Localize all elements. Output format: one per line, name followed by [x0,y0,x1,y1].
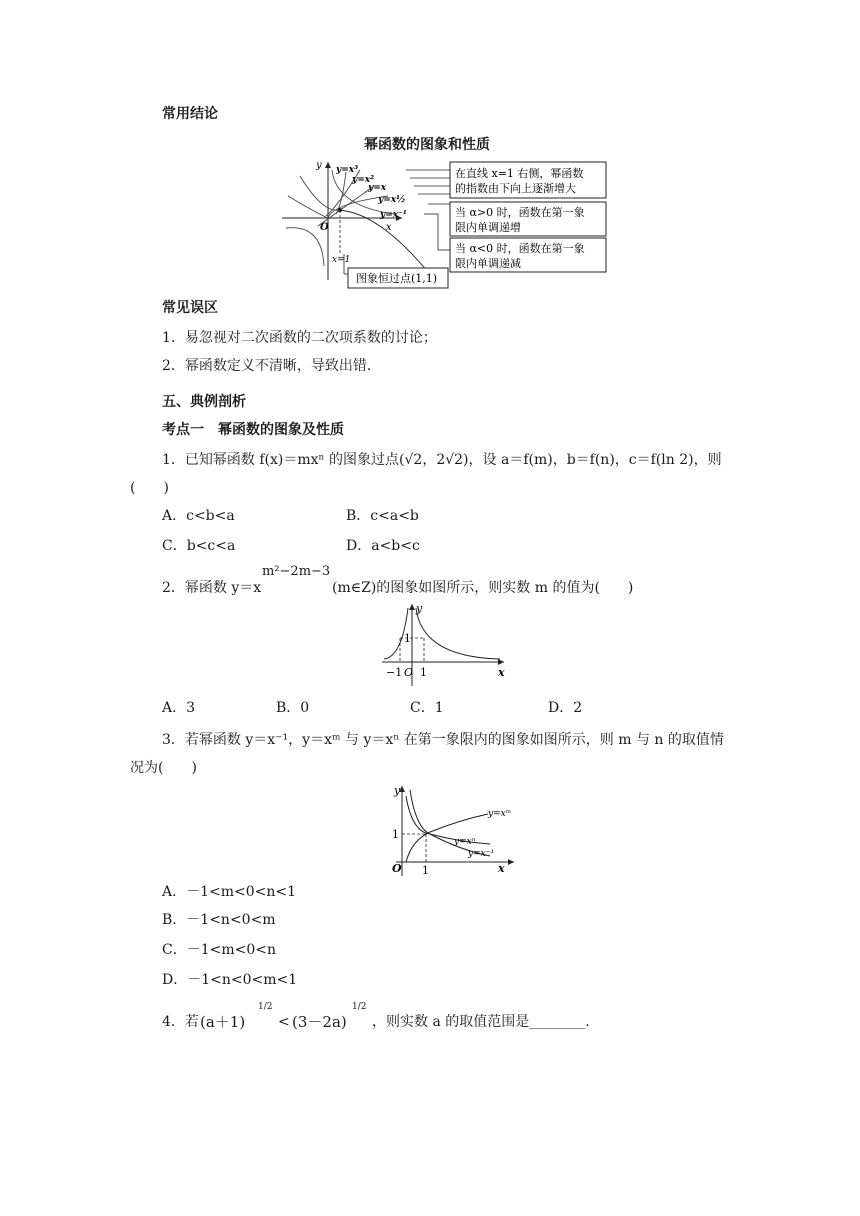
q4-prefix: 4．若 [162,1014,199,1030]
q1-option-b[interactable]: B．c<a<b [346,508,419,524]
curve-label-half: y=x½ [378,195,406,205]
figure-title: 幂函数的图象和性质 [364,137,490,153]
q2-x-label: x [498,666,505,679]
q3-option-c[interactable]: C．－1<m<0<n [162,942,277,958]
q4-lt: < [278,1014,290,1030]
q3-stem-line2: 况为( ) [130,760,197,776]
box1-line1: 在直线 x=1 右侧，幂函数 [455,167,584,180]
q3-stem-line1: 3．若幂函数 y＝x⁻¹，y＝xᵐ 与 y＝xⁿ 在第一象限内的图象如图所示，则 m 与 n 的取值情 [162,732,724,748]
q4-base2: (3－2a) [292,1013,347,1031]
fig1-x-eq-1-label: x=1 [332,255,351,265]
box4-text: 图象恒过点(1,1) [356,272,438,285]
heading-common-mistakes: 常见误区 [162,300,218,316]
fig1-x-axis-label: x [386,222,392,233]
q2-option-b[interactable]: B．0 [276,700,310,716]
q4-exp2: 1/2 [352,1002,367,1012]
q2-origin: O [404,666,414,679]
q3-one-y: 1 [392,828,399,841]
q3-graph [370,782,530,878]
box3-line2: 限内单调递减 [455,257,521,270]
q3-origin: O [392,862,402,875]
q3-label-yn: y=xⁿ [454,837,476,847]
box1-line2: 的指数由下向上逐渐增大 [455,182,576,195]
q2-option-c[interactable]: C．1 [410,700,444,716]
mistake-1: 1．易忽视对二次函数的二次项系数的讨论； [162,330,437,346]
q4-exp1: 1/2 [258,1002,273,1012]
q4-suffix: ，则实数 a 的取值范围是________. [372,1014,590,1030]
q4-base1: (a＋1) [200,1013,246,1031]
q2-one-y: 1 [404,632,411,645]
q1-option-a[interactable]: A．c<b<a [162,508,235,524]
q3-y-label: y [394,784,401,797]
q2-y-label: y [416,602,423,615]
box2-line2: 限内单调递增 [455,221,521,234]
curve-label-x3: y=x³ [336,165,359,175]
q3-label-ym: y=xᵐ [488,809,512,819]
q3-x-label: x [498,862,505,875]
box3-line1: 当 α<0 时，函数在第一象 [455,242,585,255]
curve-label-x: y=x [368,183,387,193]
q1-paren: ( ) [130,480,169,496]
heading-part5: 五、典例剖析 [162,394,246,410]
fig1-y-axis-label: y [316,160,322,171]
mistake-2: 2．幂函数定义不清晰，导致出错． [162,358,381,374]
q1-option-c[interactable]: C．b<c<a [162,538,236,554]
q2-stem-a: 2．幂函数 y＝x [162,580,262,596]
q3-option-d[interactable]: D．－1<n<0<m<1 [162,972,298,988]
q2-stem-b: (m∈Z)的图象如图所示，则实数 m 的值为( ) [332,580,634,596]
q3-one-x: 1 [422,864,429,877]
q2-exponent: m²−2m−3 [262,564,331,579]
q2-option-d[interactable]: D．2 [548,700,583,716]
q2-graph [380,602,510,686]
fig1-origin-label: O [320,222,329,233]
q3-option-a[interactable]: A．－1<m<0<n<1 [162,884,297,900]
q2-one-x: 1 [420,666,427,679]
power-function-summary-figure [278,156,608,292]
heading-topic1: 考点一 幂函数的图象及性质 [162,422,344,438]
q1-stem: 1．已知幂函数 f(x)＝mxⁿ 的图象过点(√2，2√2)，设 a＝f(m)，b＝f(n)，c＝f(ln 2)，则 [162,452,722,468]
curve-label-inv: y=x⁻¹ [380,210,407,220]
q3-option-b[interactable]: B．－1<n<0<m [162,912,276,928]
q1-option-d[interactable]: D．a<b<c [346,538,420,554]
q2-option-a[interactable]: A．3 [162,700,196,716]
q2-neg1: −1 [386,666,403,679]
box2-line1: 当 α>0 时，函数在第一象 [455,206,585,219]
q3-label-yinv: y=x⁻¹ [468,849,495,859]
curve-label-x2: y=x² [352,175,375,185]
heading-common-conclusions: 常用结论 [162,106,218,122]
